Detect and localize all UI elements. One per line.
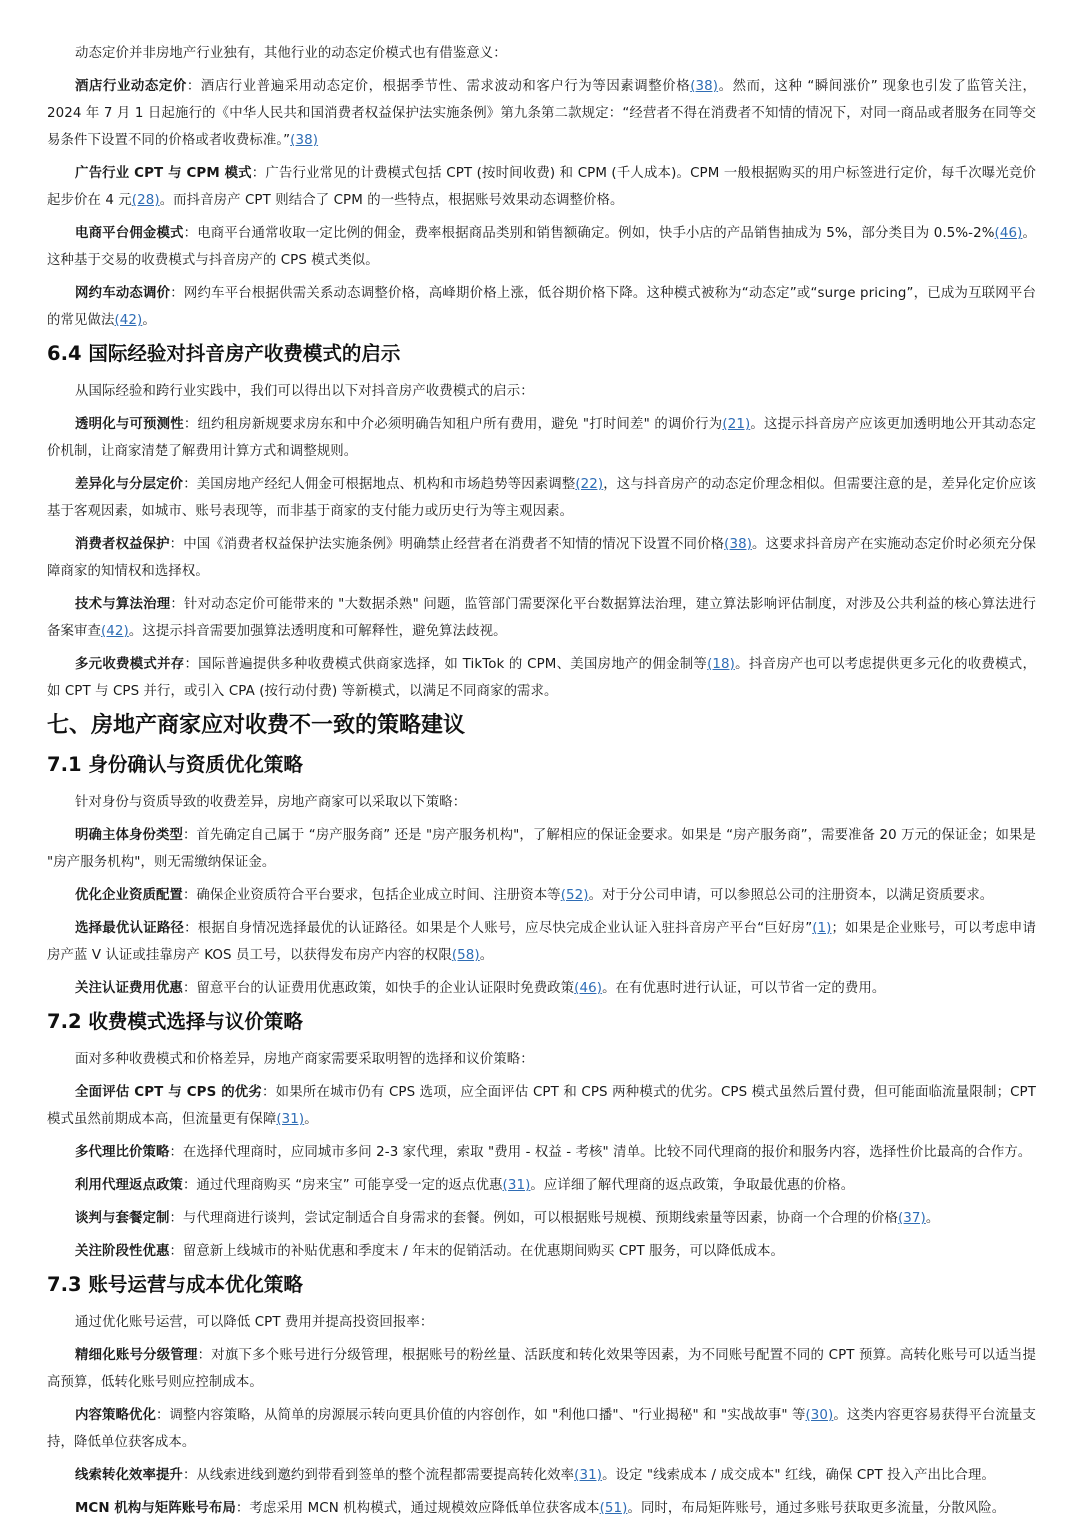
paragraph: 明确主体身份类型：首先确定自己属于 “房产服务商” 还是 "房产服务机构"，了解相应的保证金要求。如果是 “房产服务商”，需要准备 20 万元的保证金；如果是 "房产服务机构"，则无需缴纳保证金。 <box>47 828 1036 870</box>
paragraph: 通过优化账号运营，可以降低 CPT 费用并提高投资回报率： <box>75 1315 434 1330</box>
paragraph: MCN 机构与矩阵账号布局：考虑采用 MCN 机构模式，通过规模效应降低单位获客成本(51)。同时，布局矩阵账号，通过多账号获取更多流量，分散风险。 <box>75 1501 1006 1516</box>
paragraph: 线索转化效率提升：从线索进线到邀约到带看到签单的整个流程都需要提高转化效率(31)。设定 "线索成本 / 成交成本" 红线，确保 CPT 投入产出比合理。 <box>75 1468 996 1483</box>
citation-link[interactable]: (38) <box>690 79 719 94</box>
paragraph: 消费者权益保护：中国《消费者权益保护法实施条例》明确禁止经营者在消费者不知情的情况下设置不同价格(38)。这要求抖音房产在实施动态定价时必须充分保障商家的知情权和选择权。 <box>47 537 1036 579</box>
citation-link[interactable]: (37) <box>897 1211 926 1226</box>
term-label: 电商平台佣金模式 <box>75 226 184 241</box>
term-label: 酒店行业动态定价 <box>75 79 187 94</box>
paragraph: 差异化与分层定价：美国房地产经纪人佣金可根据地点、机构和市场趋势等因素调整(22)，这与抖音房产的动态定价理念相似。但需要注意的是，差异化定价应该基于客观因素，如城市、账号表现等，而非基于商家的支付能力或历史行为等主观因素。 <box>47 477 1036 519</box>
term-label: 关注认证费用优惠 <box>75 981 183 996</box>
section-heading: 6.4 国际经验对抖音房产收费模式的启示 <box>47 342 401 365</box>
citation-link[interactable]: (22) <box>575 477 604 492</box>
citation-link[interactable]: (42) <box>100 624 129 639</box>
term-label: 差异化与分层定价 <box>75 477 184 492</box>
term-label: 网约车动态调价 <box>75 286 171 301</box>
chapter-heading: 七、房地产商家应对收费不一致的策略建议 <box>47 713 466 738</box>
paragraph-ecom: 电商平台佣金模式：电商平台通常收取一定比例的佣金，费率根据商品类别和销售额确定。例如，快手小店的产品销售抽成为 5%，部分类目为 0.5%-2%(46)。这种基于交易的收费模式与抖音房产的 CPS 模式类似。 <box>47 226 1037 268</box>
term-label: 全面评估 CPT 与 CPS 的优劣 <box>75 1085 263 1100</box>
citation-link[interactable]: (28) <box>131 193 160 208</box>
paragraph: 全面评估 CPT 与 CPS 的优劣：如果所在城市仍有 CPS 选项，应全面评估 CPT 和 CPS 两种模式的优劣。CPS 模式虽然后置付费，但可能面临流量限制；CPT 模式虽然前期成本高，但流量更有保障(31)。 <box>47 1085 1036 1127</box>
term-label: 精细化账号分级管理 <box>75 1348 198 1363</box>
citation-link[interactable]: (46) <box>994 226 1023 241</box>
paragraph: 透明化与可预测性：纽约租房新规要求房东和中介必须明确告知租户所有费用，避免 "打时间差" 的调价行为(21)。这提示抖音房产应该更加透明地公开其动态定价机制，让商家清楚了解费用计算方式和调整规则。 <box>47 417 1036 459</box>
term-label: 线索转化效率提升 <box>75 1468 183 1483</box>
term-label: 优化企业资质配置 <box>75 888 183 903</box>
citation-link[interactable]: (38) <box>724 537 753 552</box>
paragraph: 选择最优认证路径：根据自身情况选择最优的认证路径。如果是个人账号，应尽快完成企业认证入驻抖音房产平台“巨好房”(1)；如果是企业账号，可以考虑申请房产蓝 V 认证或挂靠房产 KOS 员工号，以获得发布房产内容的权限(58)。 <box>47 921 1036 963</box>
citation-link[interactable]: (58) <box>451 948 480 963</box>
citation-link[interactable]: (21) <box>722 417 751 432</box>
paragraph: 面对多种收费模式和价格差异，房地产商家需要采取明智的选择和议价策略： <box>75 1052 534 1067</box>
term-label: 内容策略优化 <box>75 1408 157 1423</box>
paragraph: 优化企业资质配置：确保企业资质符合平台要求，包括企业成立时间、注册资本等(52)。对于分公司申请，可以参照总公司的注册资本，以满足资质要求。 <box>75 888 994 903</box>
citation-link[interactable]: (52) <box>560 888 589 903</box>
paragraph: 内容策略优化：调整内容策略，从简单的房源展示转向更具价值的内容创作，如 "利他口播"、"行业揭秘" 和 "实战故事" 等(30)。这类内容更容易获得平台流量支持，降低单位获客成本。 <box>47 1408 1036 1450</box>
term-label: 透明化与可预测性 <box>75 417 184 432</box>
term-label: 多元收费模式并存 <box>75 657 185 672</box>
section-heading: 7.1 身份确认与资质优化策略 <box>47 753 303 776</box>
paragraph-ride: 网约车动态调价：网约车平台根据供需关系动态调整价格，高峰期价格上涨，低谷期价格下降。这种模式被称为“动态定”或“surge pricing”，已成为互联网平台的常见做法(42)。 <box>47 286 1037 328</box>
paragraph: 多元收费模式并存：国际普遍提供多种收费模式供商家选择，如 TikTok 的 CPM、美国房地产的佣金制等(18)。抖音房产也可以考虑提供更多元化的收费模式，如 CPT 与 CPS 并行，或引入 CPA (按行动付费) 等新模式，以满足不同商家的需求。 <box>47 657 1036 699</box>
paragraph: 多代理比价策略：在选择代理商时，应同城市多问 2-3 家代理，索取 "费用 - 权益 - 考核" 清单。比较不同代理商的报价和服务内容，选择性价比最高的合作方。 <box>75 1145 1032 1160</box>
paragraph: 谈判与套餐定制：与代理商进行谈判，尝试定制适合自身需求的套餐。例如，可以根据账号规模、预期线索量等因素，协商一个合理的价格(37)。 <box>75 1211 940 1226</box>
citation-link[interactable]: (30) <box>805 1408 834 1423</box>
term-label: 多代理比价策略 <box>75 1145 170 1160</box>
paragraph-hotel: 酒店行业动态定价：酒店行业普遍采用动态定价，根据季节性、需求波动和客户行为等因素调整价格(38)。然而，这种 “瞬间涨价” 现象也引发了监管关注，2024 年 7 月 1 日起施行的《中华人民共和国消费者权益保护法实施条例》第九条第二款规定：“经营者不得在消费者不知情的情况下，对同一商品或者服务在同等交易条件下设置不同的价格或者收费标准。”(38) <box>47 79 1036 148</box>
paragraph-ad: 广告行业 CPT 与 CPM 模式：广告行业常见的计费模式包括 CPT (按时间收费) 和 CPM (千人成本)。CPM 一般根据购买的用户标签进行定价，每千次曝光竞价起步价在 4 元(28)。而抖音房产 CPT 则结合了 CPM 的一些特点，根据账号效果动态调整价格。 <box>47 166 1036 208</box>
term-label: 消费者权益保护 <box>75 537 170 552</box>
citation-link[interactable]: (1) <box>812 921 832 936</box>
citation-link[interactable]: (42) <box>114 313 143 328</box>
paragraph: 关注阶段性优惠：留意新上线城市的补贴优惠和季度末 / 年末的促销活动。在优惠期间购买 CPT 服务，可以降低成本。 <box>75 1244 784 1259</box>
citation-link[interactable]: (46) <box>574 981 603 996</box>
citation-link[interactable]: (31) <box>276 1112 305 1127</box>
term-label: MCN 机构与矩阵账号布局 <box>75 1501 236 1516</box>
paragraph: 技术与算法治理：针对动态定价可能带来的 "大数据杀熟" 问题，监管部门需要深化平台数据算法治理，建立算法影响评估制度，对涉及公共利益的核心算法进行备案审查(42)。这提示抖音需要加强算法透明度和可解释性，避免算法歧视。 <box>47 597 1036 639</box>
paragraph: 从国际经验和跨行业实践中，我们可以得出以下对抖音房产收费模式的启示： <box>75 384 534 399</box>
term-label: 广告行业 CPT 与 CPM 模式 <box>75 166 252 181</box>
citation-link[interactable]: (18) <box>707 657 735 672</box>
term-label: 明确主体身份类型 <box>75 828 183 843</box>
citation-link[interactable]: (51) <box>599 1501 628 1516</box>
paragraph: 精细化账号分级管理：对旗下多个账号进行分级管理，根据账号的粉丝量、活跃度和转化效果等因素，为不同账号配置不同的 CPT 预算。高转化账号可以适当提高预算，低转化账号则应控制成本。 <box>47 1348 1036 1390</box>
paragraph: 关注认证费用优惠：留意平台的认证费用优惠政策，如快手的企业认证限时免费政策(46)。在有优惠时进行认证，可以节省一定的费用。 <box>75 981 886 996</box>
section-heading: 7.3 账号运营与成本优化策略 <box>47 1273 303 1296</box>
term-label: 谈判与套餐定制 <box>75 1211 170 1226</box>
term-label: 技术与算法治理 <box>75 597 171 612</box>
citation-link[interactable]: (38) <box>290 133 319 148</box>
citation-link[interactable]: (31) <box>574 1468 603 1483</box>
term-label: 关注阶段性优惠 <box>75 1244 170 1259</box>
paragraph: 利用代理返点政策：通过代理商购买 “房来宝” 可能享受一定的返点优惠(31)。应详细了解代理商的返点政策，争取最优惠的价格。 <box>75 1178 855 1193</box>
paragraph: 针对身份与资质导致的收费差异，房地产商家可以采取以下策略： <box>75 795 467 810</box>
citation-link[interactable]: (31) <box>502 1178 531 1193</box>
term-label: 利用代理返点政策 <box>75 1178 183 1193</box>
term-label: 选择最优认证路径 <box>75 921 185 936</box>
section-heading: 7.2 收费模式选择与议价策略 <box>47 1010 303 1033</box>
paragraph: 动态定价并非房地产行业独有，其他行业的动态定价模式也有借鉴意义： <box>75 46 507 61</box>
